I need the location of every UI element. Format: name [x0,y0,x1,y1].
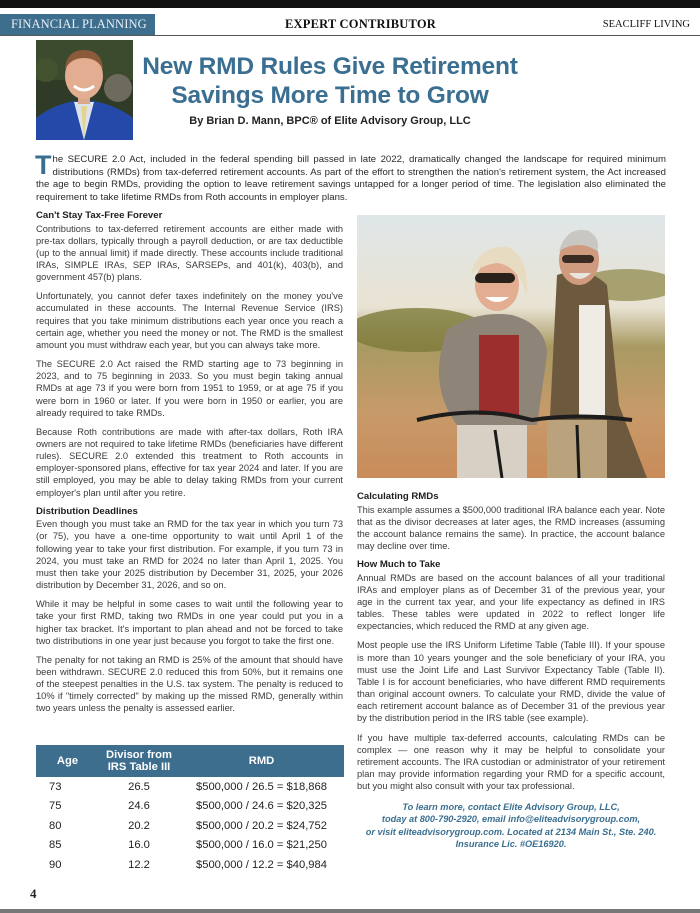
author-headshot [36,40,133,140]
contact-line: or visit eliteadvisorygroup.com. Located at 2134 Main St., Ste. 240. [365,826,657,837]
paragraph: If you have multiple tax-deferred accounts, calculating RMDs can be complex — one reason why it may be helpful to consolidate your retirement accounts. The IRA custodian or administrator of your retirement plan may provide information regarding your RMD for a specific account, but you might also consult with your tax professional. [357,732,665,792]
table-row [36,855,344,875]
paragraph: The penalty for not taking an RMD is 25% of the amount that should have been withdrawn. SECURE 2.0 reduced this from 50%, but it remains one of the steepest penalties in the U.S. tax system. The penalty is reduced to 10% if "timely corrected" by making up the missed RMD, generally within two years unless the penalty is assessed earlier. [36,654,343,714]
cell-age: 90 [49,858,62,871]
left-column [36,210,343,722]
paragraph: Even though you must take an RMD for the tax year in which you turn 73 (or 75), you have a one-time opportunity to wait until April 1 of the following year to take your first distribution. For example, if you turn 73 in 2024, you must take an RMD for 2024 no later than April 1, 2025. You must then take your 2025 distribution by December 31, 2025, your 2026 distribution by December 31, 2026, and so on. [36,519,343,591]
paragraph: Because Roth contributions are made with after-tax dollars, Roth IRA owners are not required to take lifetime RMDs (beneficiaries have different rules). SECURE 2.0 extended this treatment to Roth accounts in employer-sponsored plans, effective for tax year 2024 and later. If you are still employed, you may be able to delay taking RMDs from your current employer's plan until after you retire. [36,426,343,498]
top-black-bar [0,0,700,8]
contact-info [357,801,665,851]
table-header-row [36,745,344,777]
article-byline: By Brian D. Mann, BPC® of Elite Advisory Group, LLC [189,115,471,127]
contact-line: To learn more, contact Elite Advisory Group, LLC, [402,802,620,812]
cell-rmd: $500,000 / 24.6 = $20,325 [196,800,327,813]
article-intro [35,150,666,204]
subhead-cant-stay-tax-free: Can't Stay Tax-Free Forever [36,210,163,221]
cell-divisor: 16.0 [128,839,150,852]
table-row [36,797,344,817]
section-tag: FINANCIAL PLANNING [0,14,155,35]
table-row [36,777,344,797]
cell-rmd: $500,000 / 12.2 = $40,984 [196,858,327,871]
page-header [0,14,700,36]
intro-text: he SECURE 2.0 Act, included in the federal spending bill passed in late 2022, dramatically changed the landscape for required minimum distributions (RMDs) from tax-deferred retirement accounts. As part of the effort to strengthen the nation's retirement system, the Act increased the age to begin RMDs, providing the option to leave retirement savings untapped for a longer period of time. The legislation also eliminated the requirement to take lifetime RMDs from Roth accounts in employer plans. [36,154,666,203]
header-rmd: RMD [179,745,344,777]
article-title: New RMD Rules Give Retirement Savings More Time to Grow [142,53,518,109]
contact-line: today at 800-790-2920, email info@eliteadvisorygroup.com, [381,814,641,825]
paragraph: Most people use the IRS Uniform Lifetime Table (Table III). If your spouse is more than 10 years younger and the sole beneficiary of your IRA, you must use the Joint Life and Last Survivor Expectancy Table (Table II). Table I is for account beneficiaries, who have different RMD requirements than original account owners. To calculate your RMD, divide the value of each retirement account balance as of December 31 of the previous year by the distribution period in the IRS table (see example). [357,640,665,724]
couple-biking-image [357,215,665,478]
paragraph: The SECURE 2.0 Act raised the RMD starting age to 73 beginning in 2023, and to 75 beginning in 2033. So you must begin taking annual RMDs at age 73 if you were born from 1951 to 1959, or at age 75 if you were born in 1960 or later. If you were born in 1950 or earlier, you are already required to take RMDs. [36,359,343,418]
cell-age: 85 [49,839,62,852]
cell-divisor: 26.5 [128,780,150,793]
magazine-name: SEACLIFF LIVING [602,19,690,30]
header-divisor: Divisor from IRS Table III [99,745,179,777]
table-row [36,816,344,836]
column-label: EXPERT CONTRIBUTOR [285,17,436,31]
contact-line: Insurance Lic. #OE16920. [455,839,567,850]
footer-rule [0,909,700,913]
subhead-how-much-to-take: How Much to Take [357,559,441,571]
cell-rmd: $500,000 / 16.0 = $21,250 [196,839,327,852]
cell-age: 73 [49,780,62,793]
page-number: 4 [30,886,37,901]
cell-age: 80 [49,819,62,832]
cell-rmd: $500,000 / 26.5 = $18,868 [196,780,327,793]
author-photo-image [36,40,133,140]
cell-age: 75 [49,800,62,813]
paragraph: Contributions to tax-deferred retirement accounts are either made with pre-tax dollars, typically through a payroll deduction, or are tax deductible (up to the annual limit) if made directly. These accounts include traditional IRAs, SIMPLE IRAs, SEP IRAs, SARSEPs, and 401(k), 403(b), and government 457(b) plans. [36,223,343,283]
drop-cap: T [35,150,52,180]
cell-divisor: 12.2 [128,858,150,871]
header-age: Age [36,745,99,777]
paragraph: This example assumes a $500,000 traditional IRA balance each year. Note that as the divisor decreases at later ages, the RMD increases (assuming the account balance remains the same). In practice, the account balance may decline over time. [357,504,665,551]
couple-biking-photo [357,215,665,478]
subhead-calculating-rmds: Calculating RMDs [357,491,439,502]
paragraph: Unfortunately, you cannot defer taxes indefinitely on the money you've accumulated in these accounts. The Internal Revenue Service (IRS) requires that you take minimum distributions each year once you reach a certain age, whether you need the money or not. The RMD is the smallest amount you must withdraw each year, but you can always take more. [36,291,343,350]
paragraph: Annual RMDs are based on the account balances of all your traditional IRAs and employer plans as of December 31 of the previous year, your age in the current tax year, and your life expectancy as defined in IRS tables. These tables were updated in 2022 to reflect longer life expectancies, which reduced the RMD at any given age. [357,572,665,632]
table-row [36,836,344,856]
cell-rmd: $500,000 / 20.2 = $24,752 [196,819,327,832]
subhead-distribution-deadlines: Distribution Deadlines [36,505,138,517]
cell-divisor: 20.2 [128,819,150,832]
right-column [357,491,665,799]
rmd-example-table [36,745,344,875]
paragraph: While it may be helpful in some cases to wait until the following year to take your first RMD, taking two RMDs in one year could put you in a higher tax bracket. It's important to plan ahead and not be forced to take two distributions in one year just because you forgot to take the first one. [36,599,343,646]
cell-divisor: 24.6 [128,800,150,813]
